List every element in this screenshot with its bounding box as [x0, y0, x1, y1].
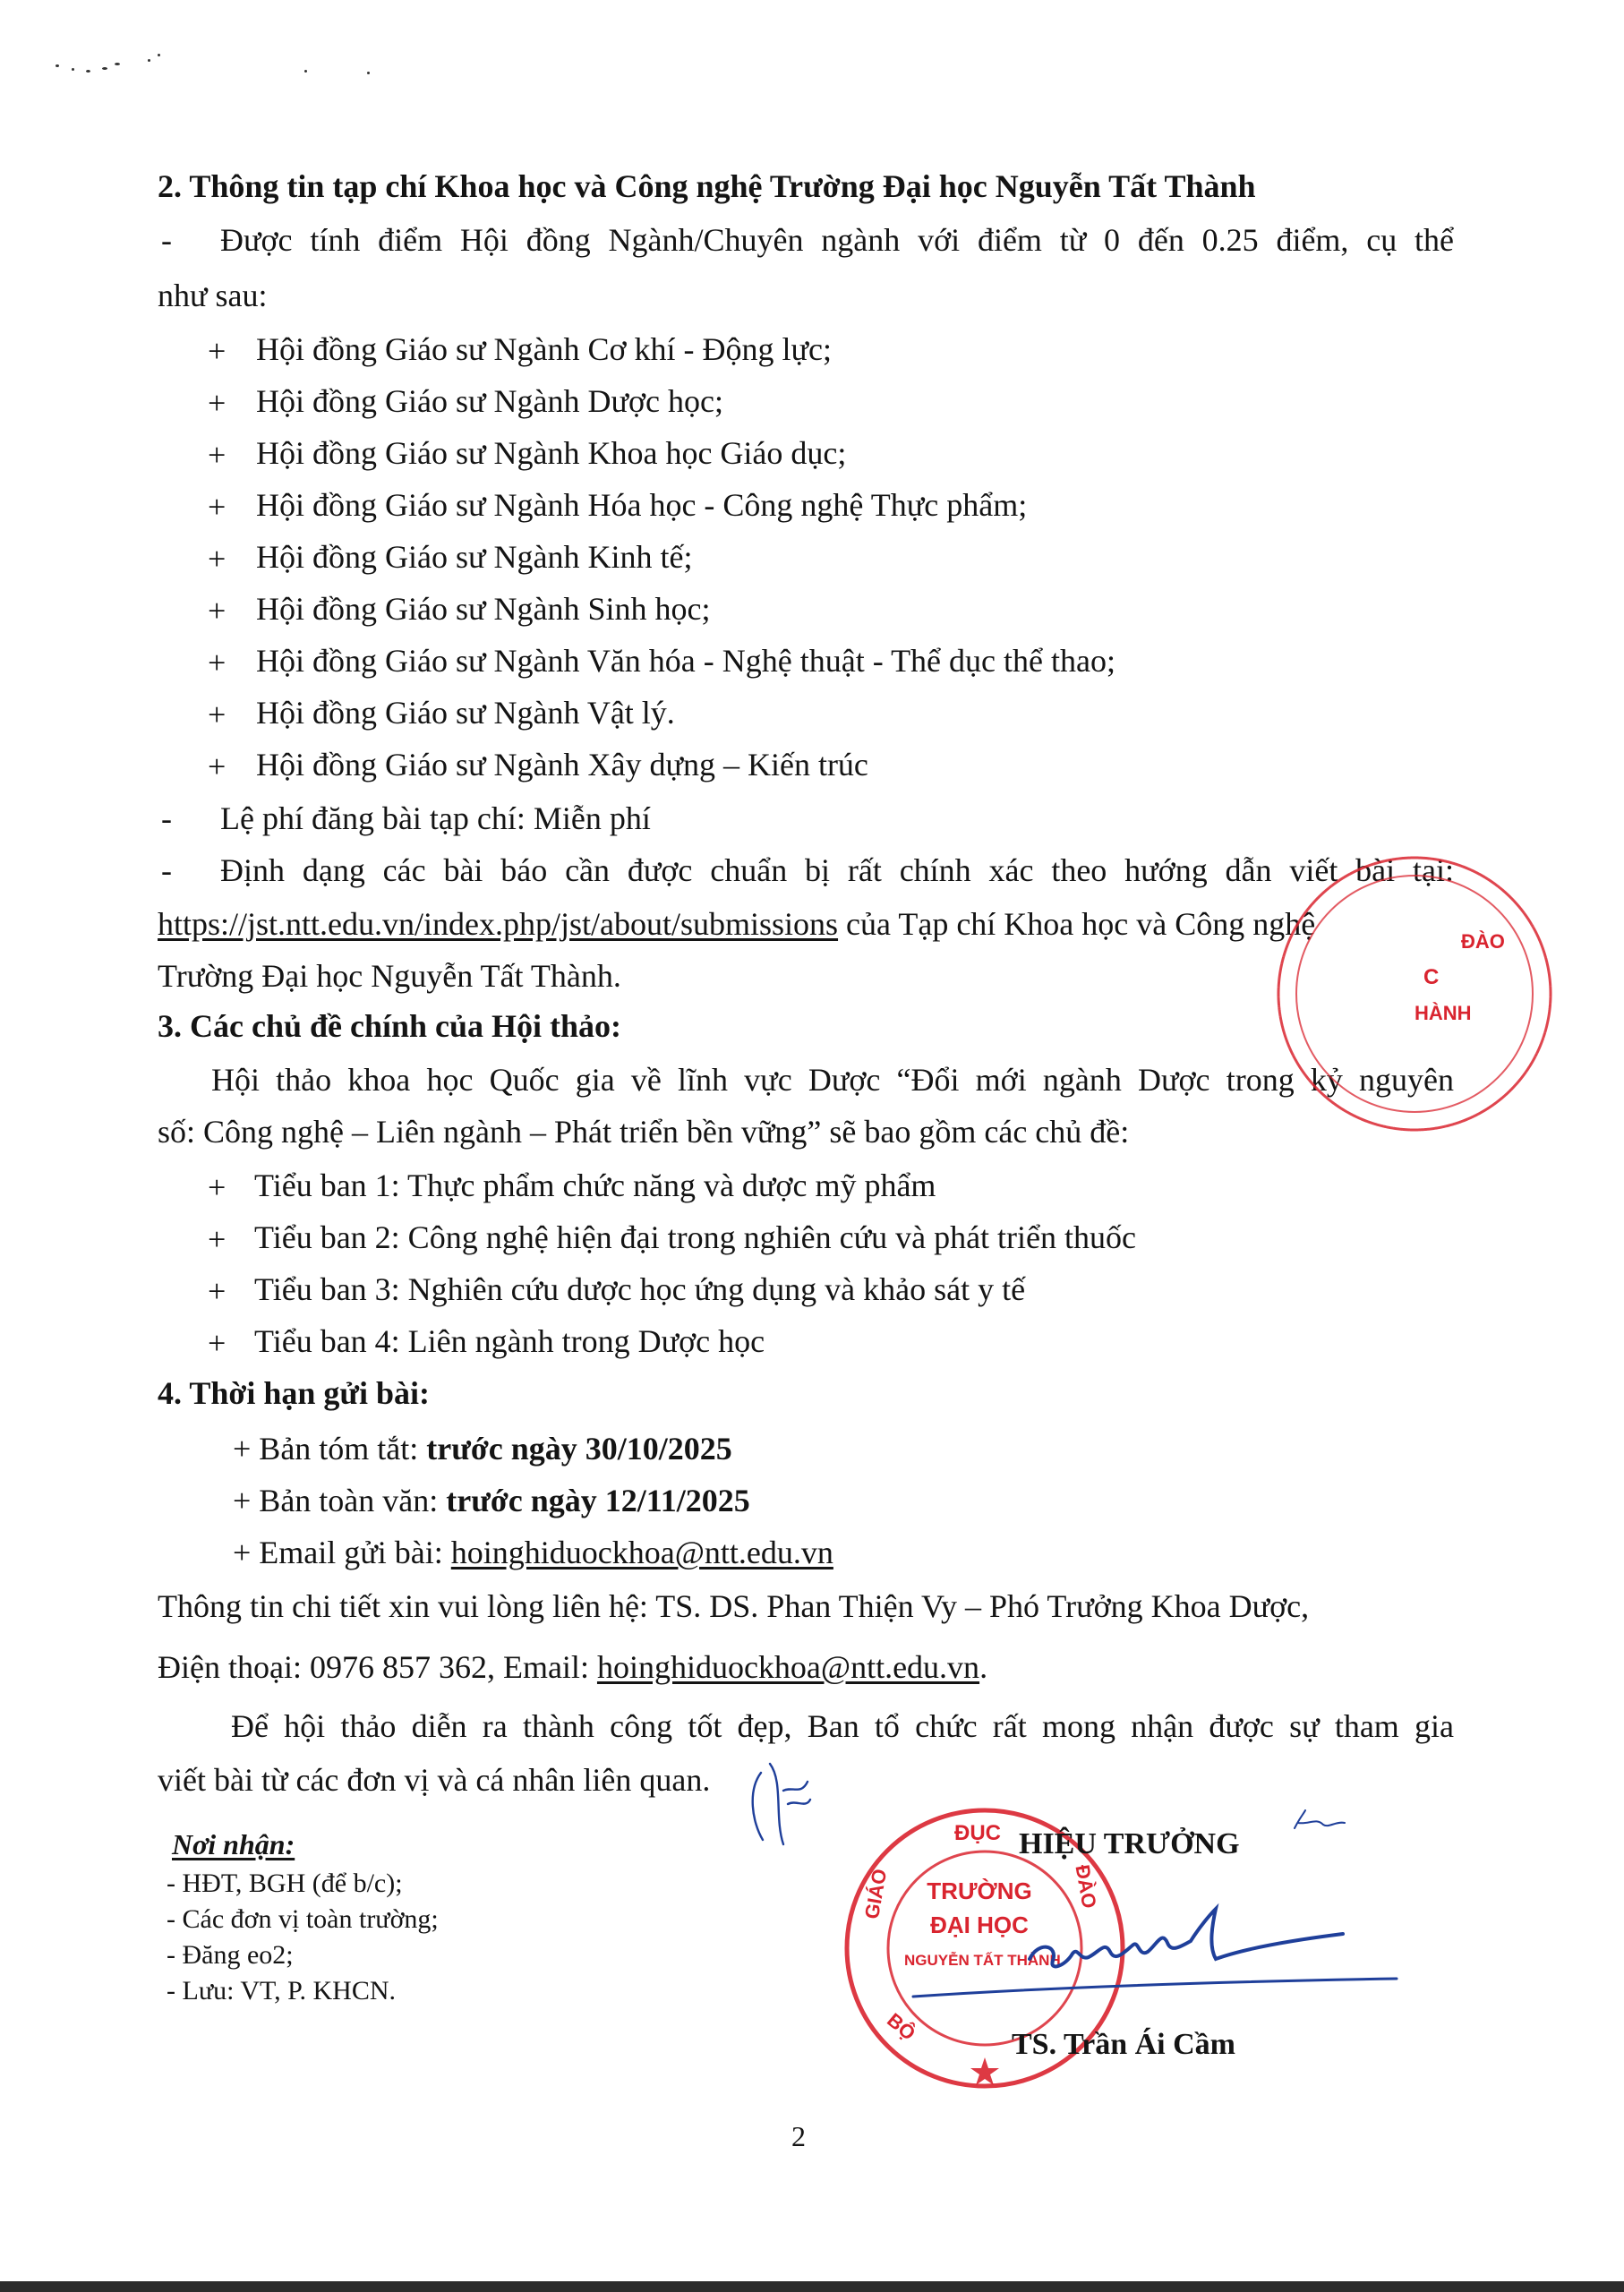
plus-bullet: +	[208, 1273, 227, 1309]
side-seal-text: ĐÀO	[1461, 930, 1505, 953]
list-item: Hội đồng Giáo sư Ngành Sinh học;	[256, 591, 711, 627]
list-item: Tiểu ban 4: Liên ngành trong Dược học	[254, 1323, 765, 1359]
format-line2-rest: của Tạp chí Khoa học và Công nghệ	[846, 906, 1316, 942]
list-item: Hội đồng Giáo sư Ngành Xây dựng – Kiến trúc	[256, 747, 868, 783]
list-item: Hội đồng Giáo sư Ngành Hóa học - Công nghệ Thực phẩm;	[256, 487, 1028, 523]
recipient-item: - Đăng eo2;	[167, 1940, 294, 1970]
submission-email-link[interactable]: hoinghiduockhoa@ntt.edu.vn	[450, 1535, 833, 1570]
list-item: Hội đồng Giáo sư Ngành Khoa học Giáo dục;	[256, 435, 847, 471]
plus-bullet: +	[208, 489, 227, 525]
plus-bullet: +	[208, 385, 227, 421]
list-item: Hội đồng Giáo sư Ngành Dược học;	[256, 383, 723, 419]
contact-line2-end: .	[979, 1649, 988, 1685]
plus-bullet: +	[208, 593, 227, 629]
contact-line1: Thông tin chi tiết xin vui lòng liên hệ: TS. DS. Phan Thiện Vy – Phó Trưởng Khoa Dược,	[158, 1588, 1310, 1624]
plus-bullet: +	[208, 1221, 227, 1257]
plus-bullet: +	[208, 333, 227, 369]
initial-mark-small	[1289, 1805, 1352, 1841]
abstract-deadline-line	[233, 1429, 732, 1468]
section3-intro-line2: số: Công nghệ – Liên ngành – Phát triển bền vững” sẽ bao gồm các chủ đề:	[158, 1114, 1130, 1150]
plus-bullet: +	[208, 437, 227, 473]
seal-line1: TRƯỜNG	[927, 1877, 1032, 1904]
seal-ring-left: GIÁO	[859, 1867, 892, 1921]
fulltext-deadline-line	[233, 1481, 750, 1520]
fulltext-label: + Bản toàn văn:	[233, 1483, 447, 1518]
side-seal-fragment	[1361, 842, 1522, 1146]
contact-phone: Điện thoại: 0976 857 362, Email:	[158, 1649, 597, 1685]
plus-bullet: +	[208, 697, 227, 732]
list-item: Hội đồng Giáo sư Ngành Kinh tế;	[256, 539, 693, 575]
closing-line2: viết bài từ các đơn vị và cá nhân liên quan.	[158, 1762, 711, 1798]
seal-line2: ĐẠI HỌC	[930, 1911, 1029, 1938]
dash-bullet: -	[161, 222, 172, 258]
dash-bullet: -	[161, 852, 172, 888]
fee-line: Lệ phí đăng bài tạp chí: Miễn phí	[220, 800, 651, 836]
email-line	[233, 1533, 833, 1572]
recipients-title: Nơi nhận:	[172, 1828, 295, 1860]
contact-email-link[interactable]: hoinghiduockhoa@ntt.edu.vn	[596, 1649, 980, 1685]
seal-line3: NGUYỄN TẤT THÀNH	[904, 1952, 1061, 1969]
list-item: Tiểu ban 2: Công nghệ hiện đại trong nghiên cứu và phát triển thuốc	[254, 1219, 1137, 1255]
section3-intro-line1: Hội thảo khoa học Quốc gia về lĩnh vực Dược “Đổi mới ngành Dược trong kỷ nguyên	[211, 1062, 1454, 1098]
plus-bullet: +	[208, 1325, 227, 1361]
list-item: Hội đồng Giáo sư Ngành Văn hóa - Nghệ thuật - Thể dục thể thao;	[256, 643, 1115, 679]
format-line3: Trường Đại học Nguyễn Tất Thành.	[158, 958, 621, 994]
recipient-item: - HĐT, BGH (để b/c);	[167, 1869, 403, 1898]
points-line1: Được tính điểm Hội đồng Ngành/Chuyên ngành với điểm từ 0 đến 0.25 điểm, cụ thể	[220, 222, 1454, 258]
scan-edge	[0, 2281, 1624, 2292]
side-seal-text: HÀNH	[1415, 1002, 1472, 1024]
list-item: Tiểu ban 1: Thực phẩm chức năng và dược mỹ phẩm	[254, 1167, 936, 1203]
signature-title: HIỆU TRƯỞNG	[1019, 1827, 1240, 1860]
section3-heading: 3. Các chủ đề chính của Hội thảo:	[158, 1008, 622, 1044]
closing-line1: Để hội thảo diễn ra thành công tốt đẹp, Ban tổ chức rất mong nhận được sự tham gia	[231, 1708, 1454, 1744]
recipient-item: - Các đơn vị toàn trường;	[167, 1904, 439, 1934]
signer-name: TS. Trần Ái Cầm	[1012, 2028, 1236, 2061]
section4-heading: 4. Thời hạn gửi bài:	[158, 1375, 430, 1411]
seal-ring-bottom: BỘ	[883, 2008, 920, 2045]
email-label: + Email gửi bài:	[233, 1535, 451, 1570]
abstract-deadline: trước ngày 30/10/2025	[426, 1431, 732, 1467]
list-item: Hội đồng Giáo sư Ngành Vật lý.	[256, 695, 675, 731]
format-line1: Định dạng các bài báo cần được chuẩn bị rất chính xác theo hướng dẫn viết bài tại:	[220, 852, 1454, 888]
plus-bullet: +	[208, 748, 227, 784]
handwritten-signature	[895, 1889, 1432, 2032]
submission-link[interactable]: https://jst.ntt.edu.vn/index.php/jst/about/submissions	[158, 906, 839, 942]
recipient-item: - Lưu: VT, P. KHCN.	[167, 1976, 396, 2006]
dash-bullet: -	[161, 800, 172, 836]
side-seal-text: C	[1423, 965, 1440, 989]
format-line2	[158, 904, 1315, 944]
initial-mark	[743, 1755, 815, 1853]
plus-bullet: +	[208, 645, 227, 680]
plus-bullet: +	[208, 1169, 227, 1205]
page-number: 2	[791, 2120, 806, 2152]
plus-bullet: +	[208, 541, 227, 577]
contact-line2	[158, 1647, 987, 1687]
abstract-label: + Bản tóm tắt:	[233, 1431, 427, 1467]
points-line2: như sau:	[158, 278, 268, 313]
list-item: Tiểu ban 3: Nghiên cứu dược học ứng dụng và khảo sát y tế	[254, 1271, 1026, 1307]
seal-ring-top: ĐỤC	[954, 1821, 1001, 1845]
list-item: Hội đồng Giáo sư Ngành Cơ khí - Động lực;	[256, 331, 833, 367]
fulltext-deadline: trước ngày 12/11/2025	[446, 1483, 750, 1518]
section2-heading: 2. Thông tin tạp chí Khoa học và Công nghệ Trường Đại học Nguyễn Tất Thành	[158, 168, 1256, 204]
seal-ring-right: ĐÀO	[1071, 1862, 1101, 1911]
